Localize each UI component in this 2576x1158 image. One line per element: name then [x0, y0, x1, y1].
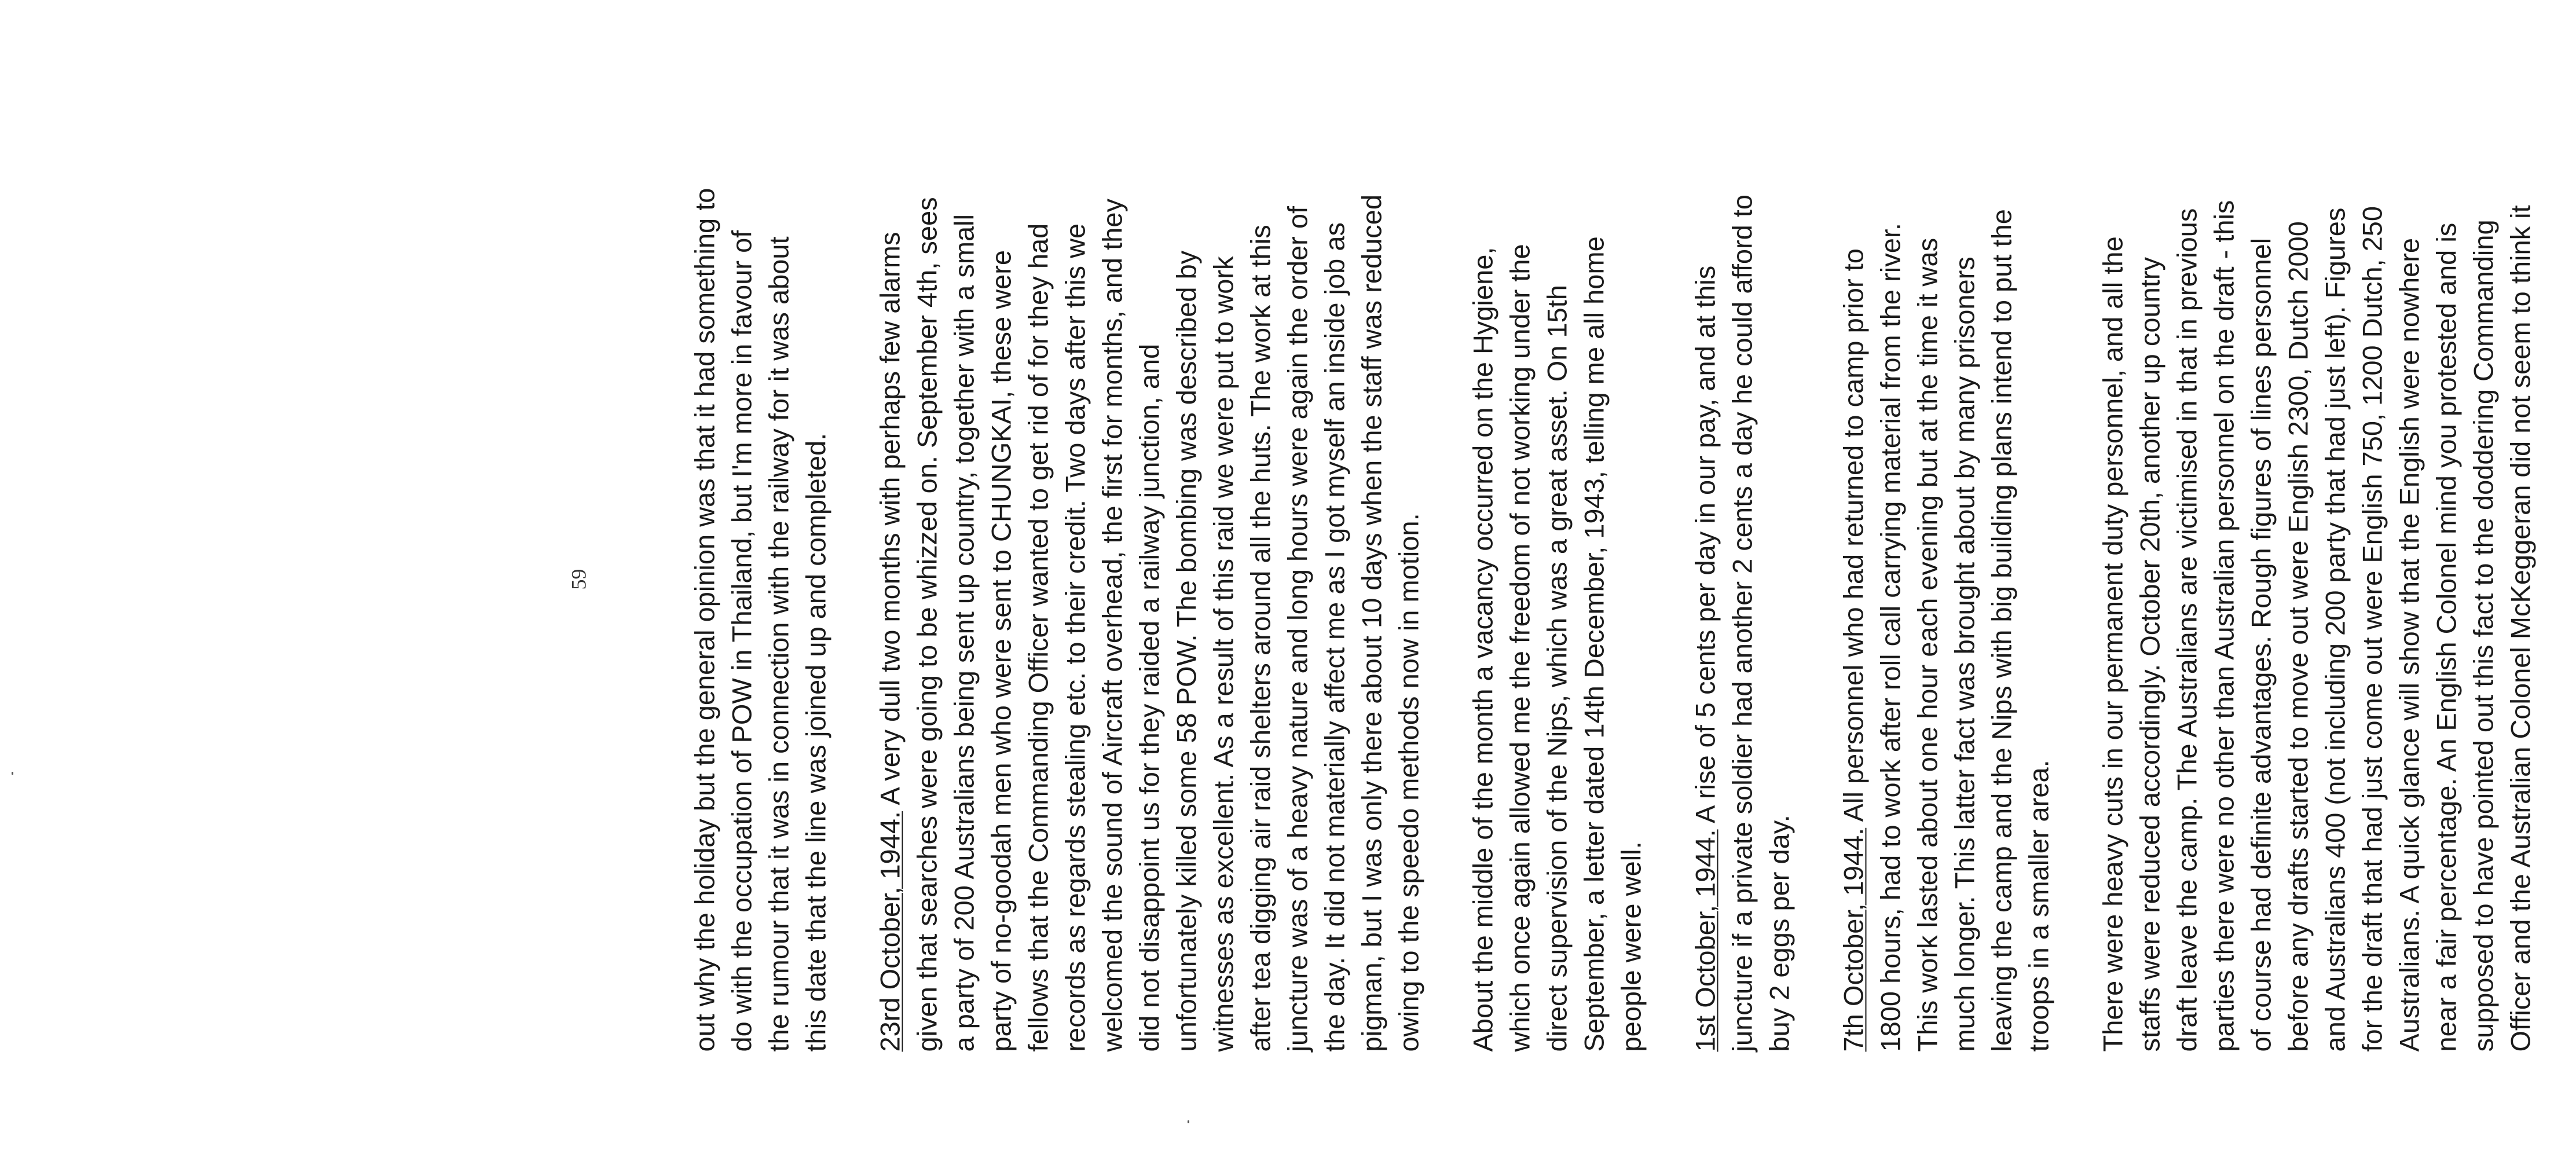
paragraph-hygiene-vacancy — [1464, 125, 1650, 1051]
date-heading: 7th October, 1944. — [1838, 827, 1868, 1051]
paragraph-continuation — [686, 125, 834, 1051]
page-number: 59 — [567, 569, 590, 589]
date-heading: 23rd October, 1944. — [874, 811, 905, 1051]
paragraph-text: A rise of 5 cents per day in our pay, and at this juncture if a private soldier had another 2 cents a day he could afford to buy 2 eggs per day. — [1690, 194, 1794, 1051]
paragraph-7th-october-1944 — [1835, 125, 2057, 1051]
paragraph-text: There were heavy cuts in our permanent duty personnel, and all the staffs were reduced accordingly. October 20th, another up country draft leave the camp. The Australians are victimised in that in previous parties there were no other than Australian personnel on the draft - this of course had definite advantages. Rough figures of lines personnel before any drafts started to move out were English 2300, Dutch 2000 and Australians 400 (not including 200 party that had just left). Figures for the draft that had just come out were English 750, 1200 Dutch, 250 Australians. A quick glance will show that the English were nowhere near a fair percentage. An English Colonel mind you protested and is supposed to have pointed out this fact to the doddering Commanding Officer and the Australian Colonel McKeggeran did not seem to think it — [2097, 200, 2535, 1051]
body-text — [686, 125, 2576, 1051]
paragraph-text: All personnel who had returned to camp prior to 1800 hours, had to work after roll call carrying material from the river. This work lasted about one hour each evening but at the time it was much longer. This latter fact was brought about by many prisoners leaving the camp and the Nips with big building plans intend to put the troops in a smaller area. — [1838, 208, 2054, 1051]
paragraph-text: About the middle of the month a vacancy occurred on the Hygiene, which once again allowed me the freedom of not working under the direct supervision of the Nips, which was a great asset. On 15th September, a letter dated 14th December, 1943, telling me all home people were well. — [1467, 236, 1646, 1051]
paragraph-staff-cuts — [2094, 125, 2539, 1051]
paragraph-23rd-october-1944 — [871, 125, 1427, 1051]
paragraph-text: A very dull two months with perhaps few alarms given that searches were going to be whizzed on. September 4th, sees a party of 200 Australians being sent up country, together with a small party of no-goodah men who were sent to CHUNGKAI, these were fellows that the Commanding Officer wanted to get rid of for they had records as regards stealing etc. to their credit. Two days after this we welcomed the sound of Aircraft overhead, the first for months, and they did not disappoint us for they raided a railway junction, and unfortunately killed some 58 POW. The bombing was described by witnesses as excellent. As a result of this raid we were put to work after tea digging air raid shelters around all the huts. The work at this juncture was of a heavy nature and long hours were again the order of the day. It did not materially affect me as I got myself an inside job as pigman, but I was only there about 10 days when the staff was reduced owing to the speedo methods now in motion. — [874, 194, 1424, 1051]
date-heading: 1st October, 1944. — [1690, 829, 1720, 1051]
paragraph-1st-october-1944 — [1687, 125, 1798, 1051]
paragraph-text: out why the holiday but the general opinion was that it had something to do with the occupation of POW in Thailand, but I'm more in favour of the rumour that it was in connection with the railway for it was about this date that the line was joined up and completed. — [689, 188, 831, 1051]
